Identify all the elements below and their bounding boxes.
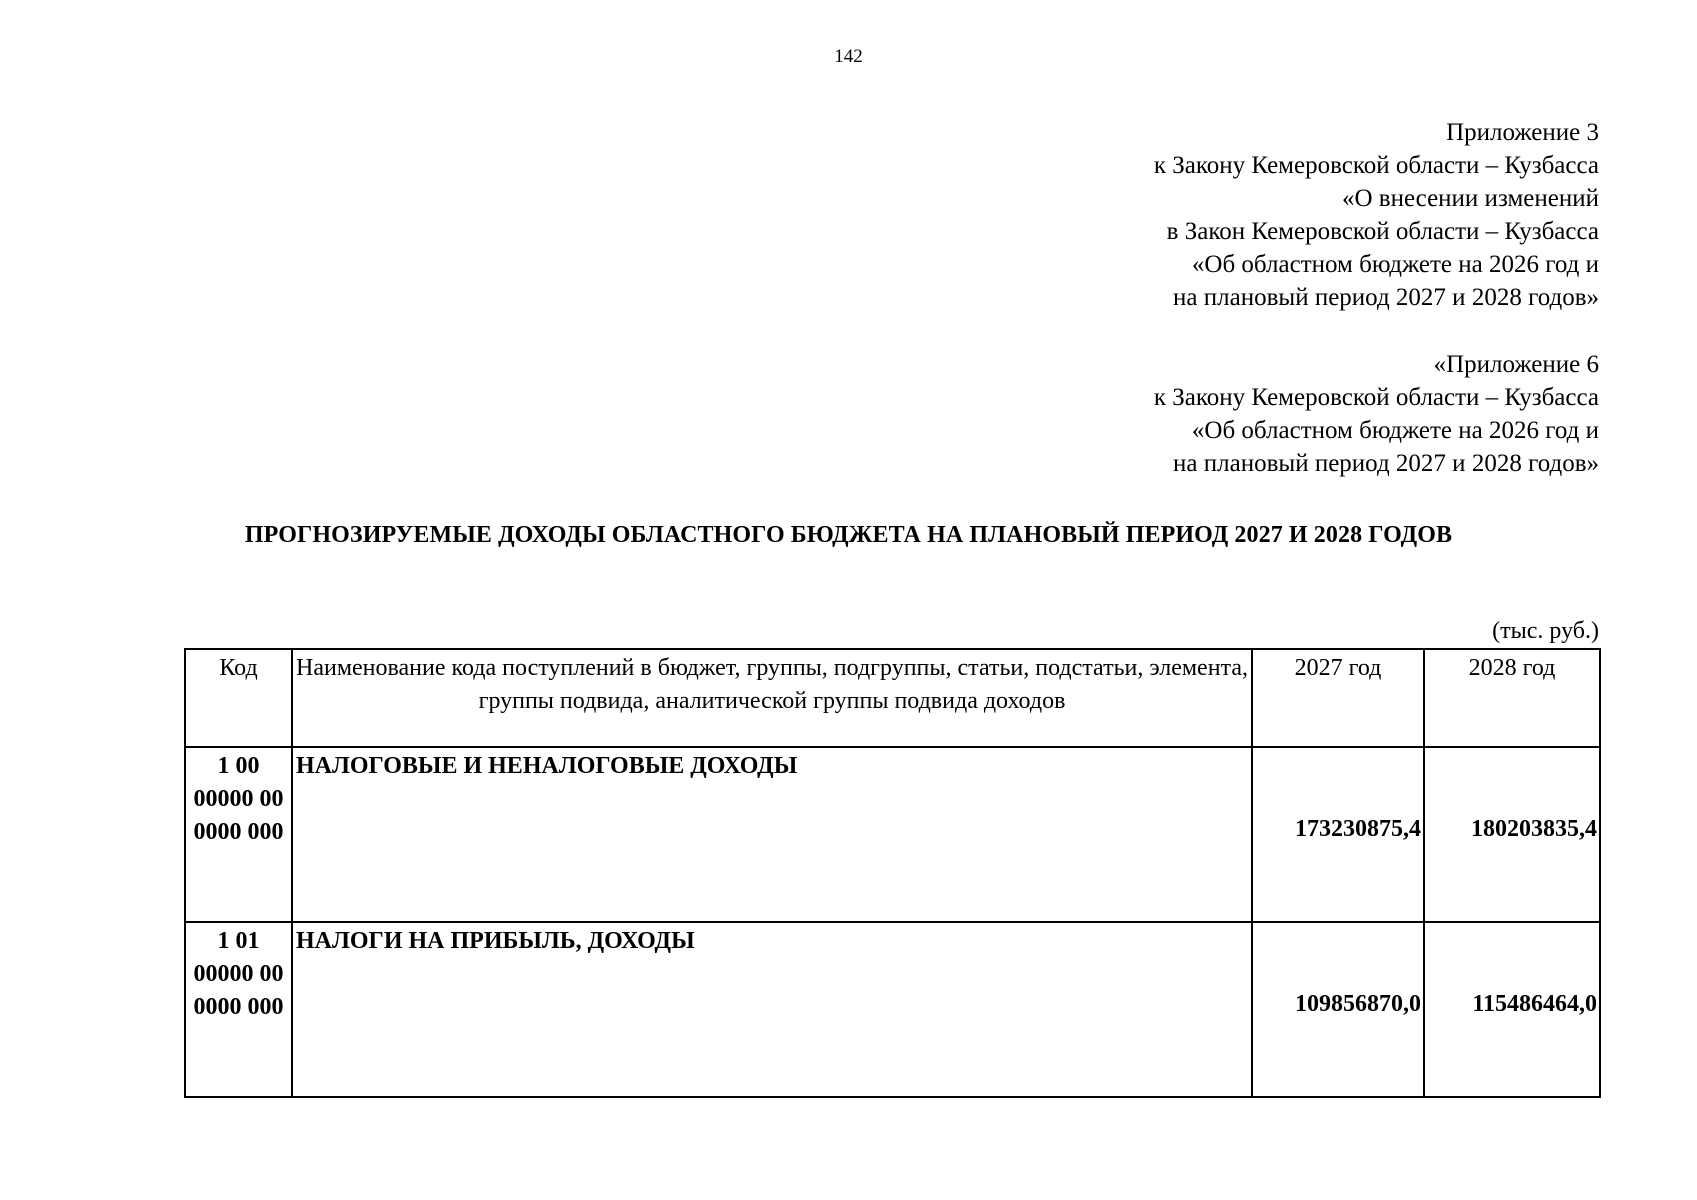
page-number: 142 [834,46,863,67]
annex-6-header [1154,348,1599,480]
header-year-2028: 2028 год [1424,649,1600,747]
annex-6-line: на плановый период 2027 и 2028 годов» [1173,450,1599,477]
header-code: Код [185,649,292,747]
row-code: 1 01 00000 00 0000 000 [185,922,292,1097]
annex-6-line: «Приложение 6 [1433,351,1599,378]
document-title: ПРОГНОЗИРУЕМЫЕ ДОХОДЫ ОБЛАСТНОГО БЮДЖЕТА НА ПЛАНОВЫЙ ПЕРИОД 2027 И 2028 ГОДОВ [244,522,1453,548]
annex-3-line: на плановый период 2027 и 2028 годов» [1173,284,1599,311]
annex-3-line: «О внесении изменений [1341,185,1599,212]
row-code: 1 00 00000 00 0000 000 [185,747,292,922]
row-name: НАЛОГИ НА ПРИБЫЛЬ, ДОХОДЫ [292,922,1252,1097]
table-row [185,922,1600,1097]
row-amount-2027: 109856870,0 [1252,922,1424,1097]
row-amount-2027: 173230875,4 [1252,747,1424,922]
header-year-2027: 2027 год [1252,649,1424,747]
row-amount-2028: 115486464,0 [1424,922,1600,1097]
annex-3-line: Приложение 3 [1446,119,1599,146]
annex-3-line: в Закон Кемеровской области – Кузбасса [1166,218,1599,245]
row-amount-2028: 180203835,4 [1424,747,1600,922]
annex-3-header [1154,116,1599,314]
row-name: НАЛОГОВЫЕ И НЕНАЛОГОВЫЕ ДОХОДЫ [292,747,1252,922]
table-header-row [185,649,1600,747]
units-label: (тыс. руб.) [1492,618,1599,644]
header-name: Наименование кода поступлений в бюджет, группы, подгруппы, статьи, подстатьи, элемента, группы подвида, аналитической группы подвида доходов [292,649,1252,747]
table-row [185,747,1600,922]
annex-3-line: «Об областном бюджете на 2026 год и [1191,251,1599,278]
annex-6-line: «Об областном бюджете на 2026 год и [1191,417,1599,444]
annex-6-line: к Закону Кемеровской области – Кузбасса [1153,384,1599,411]
annex-3-line: к Закону Кемеровской области – Кузбасса [1153,152,1599,179]
income-table [184,648,1601,1098]
